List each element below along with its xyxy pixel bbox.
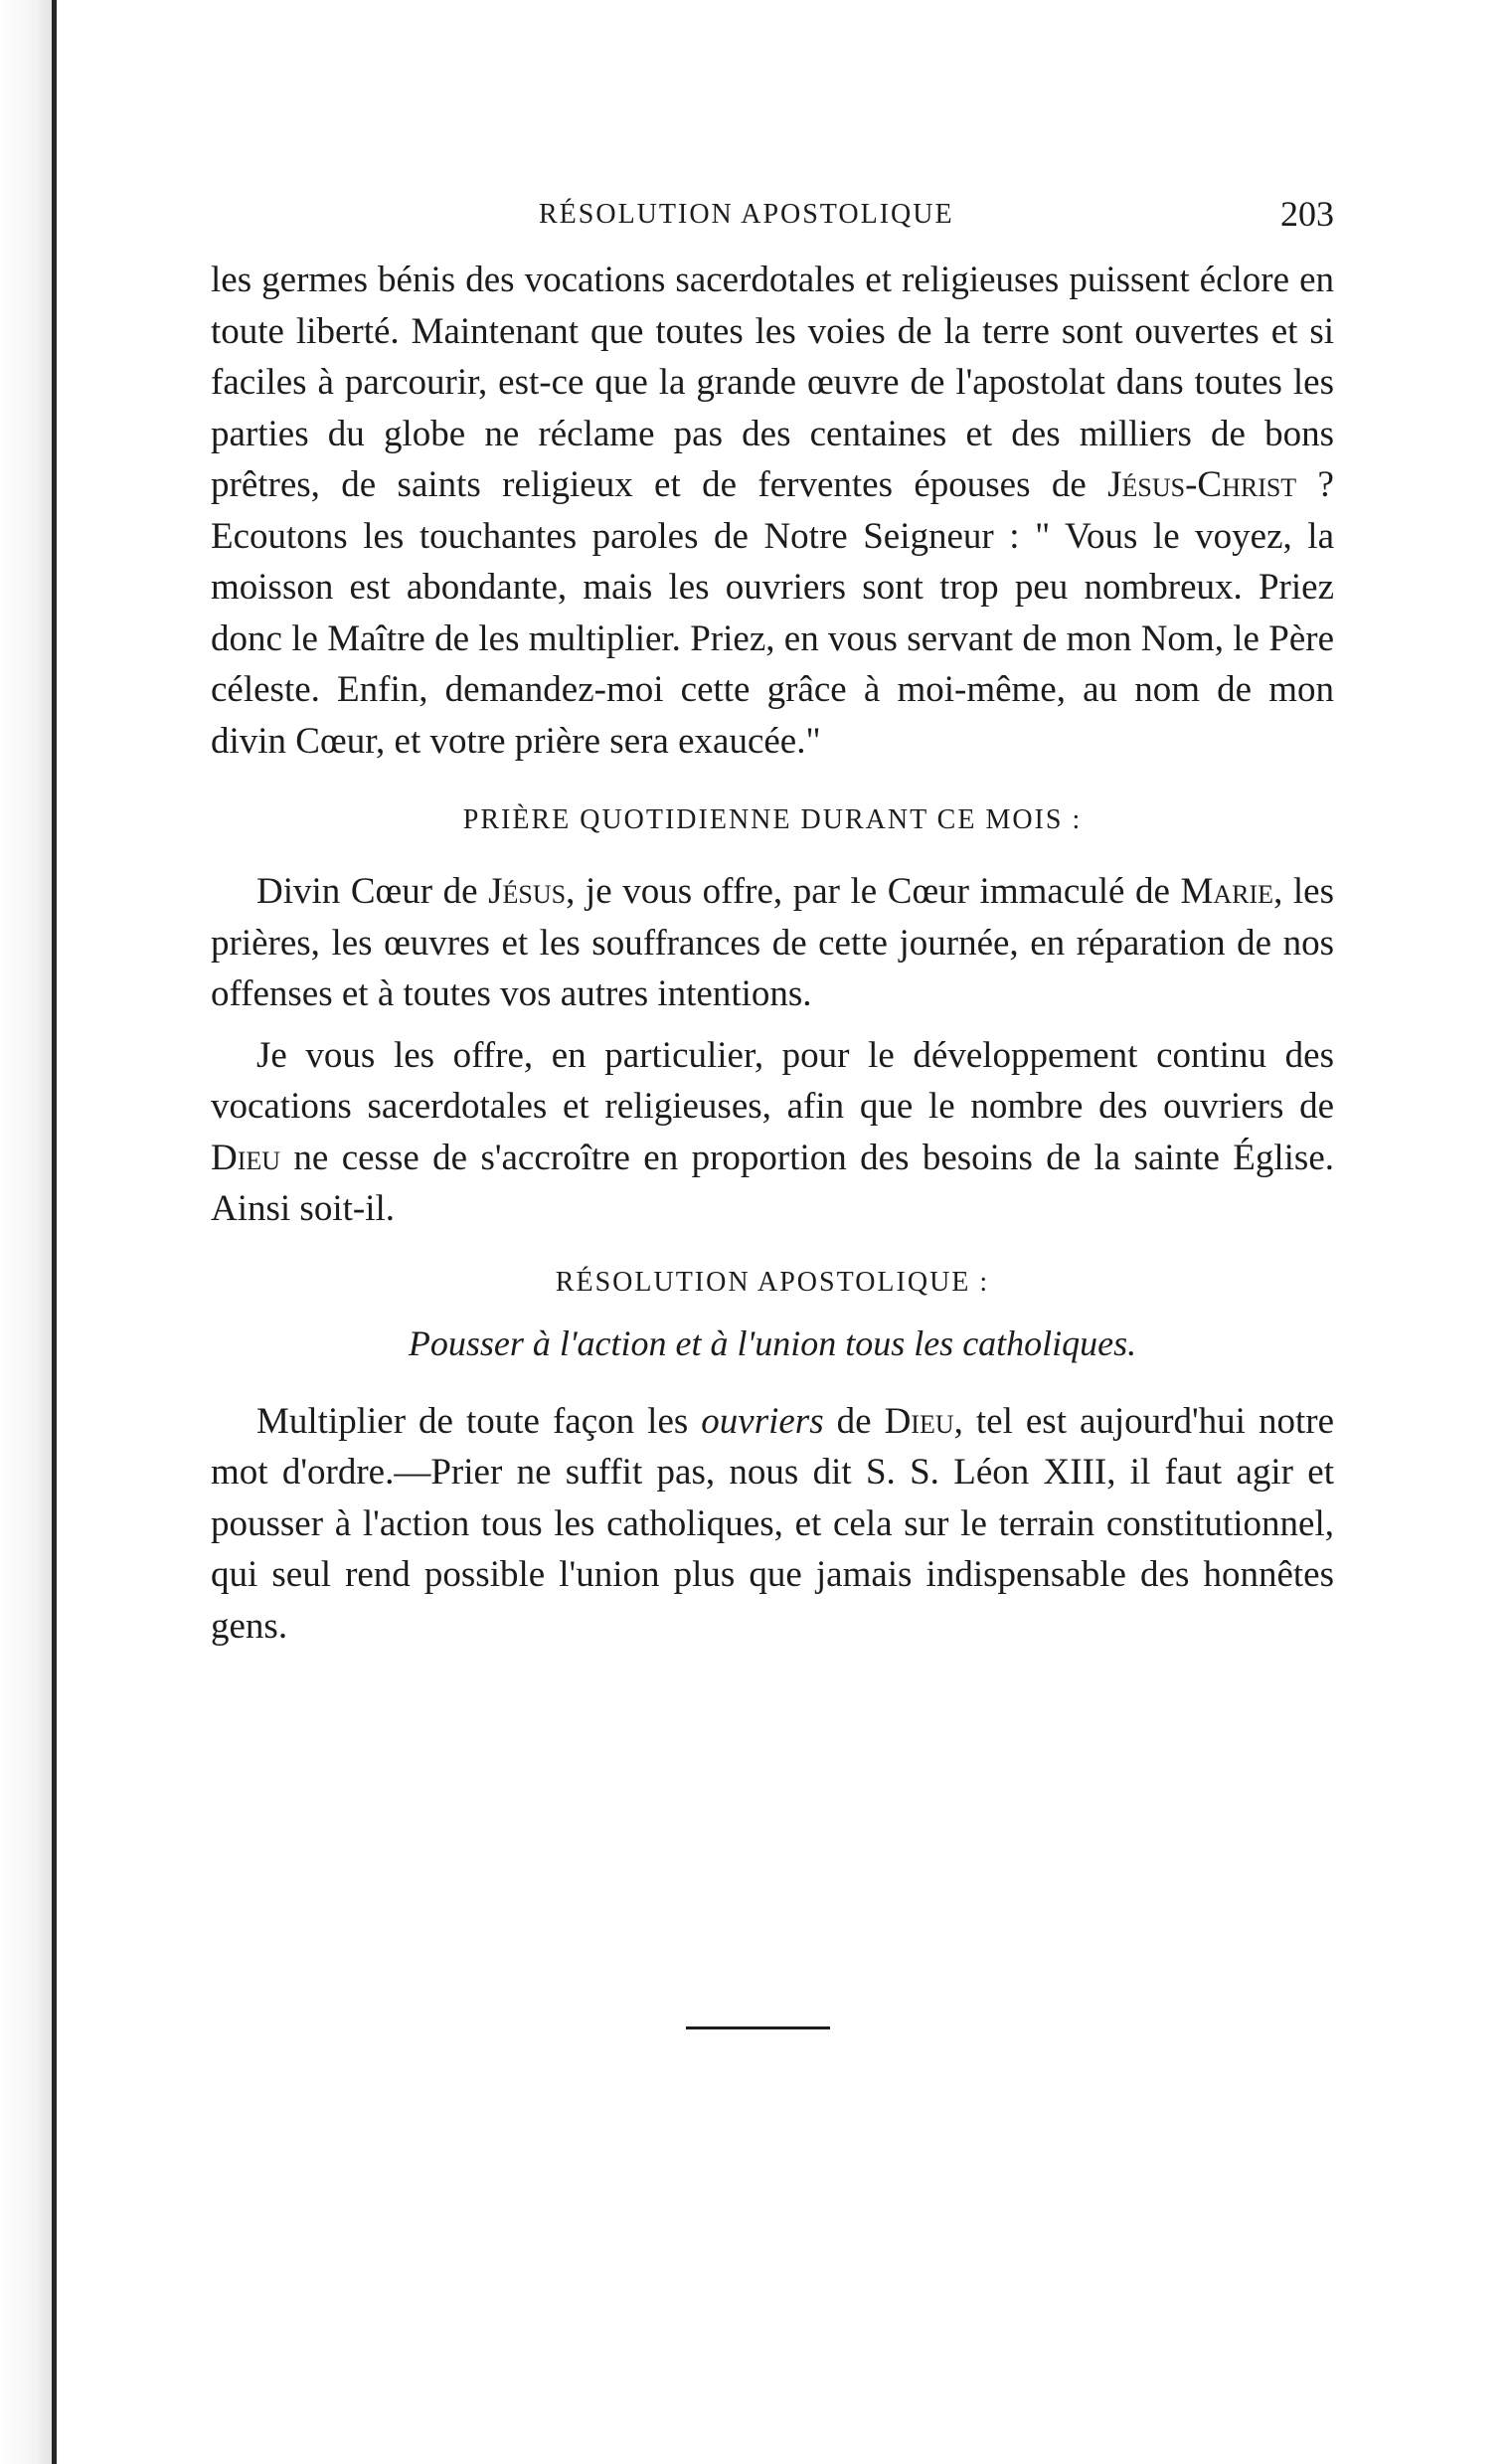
- prayer-2-text-1: Je vous les offre, en particulier, pour le développement continu des vocations sacerdotales et religieuses, afin que le nombre des ouvriers de: [211, 1034, 1334, 1127]
- name-jesus-christ: Jésus-Christ: [1107, 464, 1297, 505]
- book-page: [211, 194, 1334, 1652]
- running-head: [211, 194, 1334, 239]
- prayer-1-text-3: , les prières, les œuvres et les souffrances de cette journée, en réparation de nos offenses et à toutes vos autres intentions.: [211, 871, 1334, 1014]
- heading-apostolic-resolution: RÉSOLUTION APOSTOLIQUE :: [555, 1266, 990, 1298]
- emphasis-ouvriers: ouvriers: [701, 1400, 824, 1442]
- prayer-1-text-1: Divin Cœur de: [256, 871, 489, 912]
- prayer-2-text-2: ne cesse de s'accroître en proportion des besoins de la sainte Église. Ainsi soit-il.: [211, 1137, 1334, 1229]
- paragraph-leo-text-2: de: [823, 1400, 885, 1442]
- prayer-1-text-2: , je vous offre, par le Cœur immaculé de: [566, 871, 1181, 912]
- page-binding-shadow: [0, 0, 52, 2464]
- paragraph-vocations-text-2: ? Ecoutons les touchantes paroles de Notre Seigneur : " Vous le voyez, la moisson est abondante, mais les ouvriers sont trop peu nombreux. Priez donc le Maître de les multiplier. Priez, en vous servant de mon Nom, le Père céleste. Enfin, demandez-moi cette grâce à moi-même, au nom de mon divin Cœur, et votre prière sera exaucée.": [211, 464, 1334, 762]
- heading-daily-prayer: PRIÈRE QUOTIDIENNE DURANT CE MOIS :: [462, 804, 1083, 835]
- paragraph-leo-xiii: [211, 1396, 1334, 1653]
- name-jesus: Jésus: [488, 871, 567, 912]
- paragraph-leo-text-1: Multiplier de toute façon les: [256, 1400, 702, 1442]
- prayer-paragraph-2: [211, 1030, 1334, 1235]
- paragraph-vocations-text-1: les germes bénis des vocations sacerdotales et religieuses puissent éclore en toute liberté. Maintenant que toutes les voies de la terre sont ouvertes et si faciles à parcourir, est-ce que la grande œuvre de l'apostolat dans toutes les parties du globe ne réclame pas des centaines et des milliers de bons prêtres, de saints religieux et de ferventes épouses de: [211, 260, 1334, 505]
- page-binding-edge: [52, 0, 57, 2464]
- name-dieu: Dieu: [211, 1137, 281, 1178]
- running-head-title: RÉSOLUTION APOSTOLIQUE: [539, 199, 954, 230]
- paragraph-vocations: [211, 255, 1334, 767]
- name-marie: Marie: [1180, 871, 1274, 912]
- prayer-paragraph-1: [211, 866, 1334, 1020]
- end-rule: [686, 2026, 830, 2029]
- page-number: 203: [1280, 194, 1334, 234]
- paragraph-leo-text-3: , tel est aujourd'hui notre mot d'ordre.—Prier ne suffit pas, nous dit S. S. Léon XIII, il faut agir et pousser à l'action tous les catholiques, et cela sur le terrain constitutionnel, qui seul rend possible l'union plus que jamais indispensable des honnêtes gens.: [211, 1400, 1334, 1647]
- name-dieu-2: Dieu: [884, 1400, 954, 1442]
- resolution-statement: Pousser à l'action et à l'union tous les catholiques.: [408, 1322, 1137, 1363]
